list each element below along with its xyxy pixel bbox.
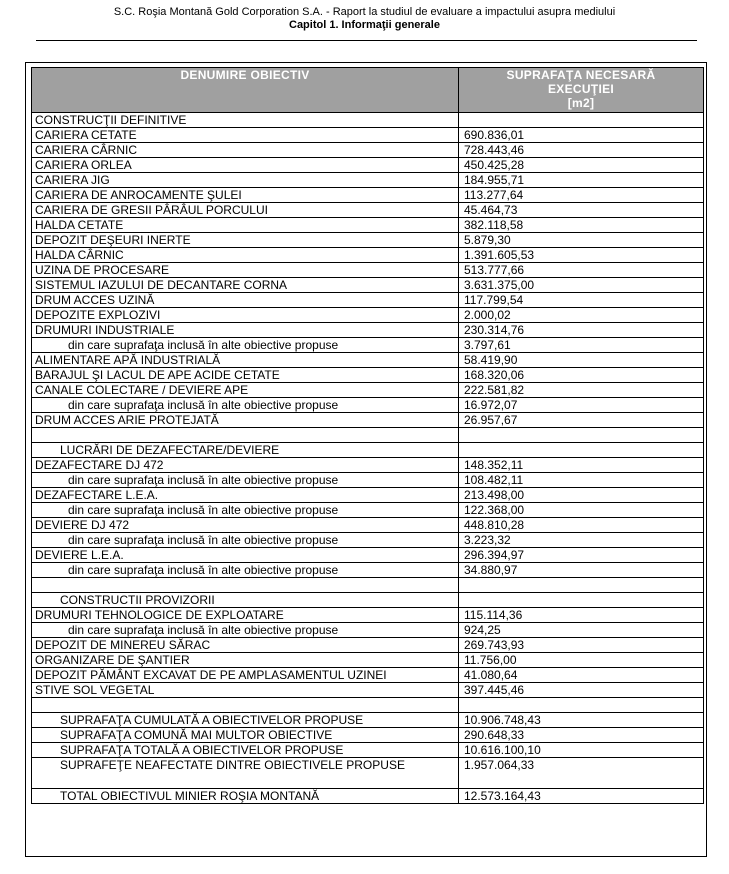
area-value-cell — [459, 593, 704, 608]
table-row — [32, 728, 704, 743]
area-value-cell: 296.394,97 — [459, 548, 704, 563]
objective-name-cell: ORGANIZARE DE ŞANTIER — [32, 653, 459, 668]
table-row — [32, 518, 704, 533]
table-row — [32, 233, 704, 248]
area-value-cell — [459, 428, 704, 443]
table-row — [32, 173, 704, 188]
table-row-blank — [32, 578, 704, 593]
table-row — [32, 248, 704, 263]
area-value-cell: 397.445,46 — [459, 683, 704, 698]
table-row — [32, 203, 704, 218]
table-row — [32, 443, 704, 458]
area-value-cell: 10.616.100,10 — [459, 743, 704, 758]
area-value-cell: 1.957.064,33 — [459, 758, 704, 789]
objective-name-cell: BARAJUL ŞI LACUL DE APE ACIDE CETATE — [32, 368, 459, 383]
table-row-blank — [32, 698, 704, 713]
objective-name-cell: din care suprafaţa inclusă în alte obiective propuse — [32, 398, 459, 413]
objective-name-cell: SUPRAFAŢA TOTALĂ A OBIECTIVELOR PROPUSE — [32, 743, 459, 758]
table-row — [32, 128, 704, 143]
objective-name-cell — [32, 578, 459, 593]
objective-name-cell: DRUMURI INDUSTRIALE — [32, 323, 459, 338]
table-row — [32, 413, 704, 428]
table-row — [32, 758, 704, 789]
objective-name-cell: din care suprafaţa inclusă în alte obiective propuse — [32, 533, 459, 548]
objective-name-cell: CARIERA CETATE — [32, 128, 459, 143]
objective-name-cell: din care suprafaţa inclusă în alte obiective propuse — [32, 563, 459, 578]
table-row — [32, 638, 704, 653]
objective-name-cell: CARIERA DE ANROCAMENTE ŞULEI — [32, 188, 459, 203]
document-header-title: S.C. Roşia Montană Gold Corporation S.A. - Raport la studiul de evaluare a impactului asupra mediului — [113, 6, 616, 18]
table-row — [32, 789, 704, 804]
objective-name-cell: DEZAFECTARE DJ 472 — [32, 458, 459, 473]
objective-name-cell: DEPOZIT DE MINEREU SĂRAC — [32, 638, 459, 653]
area-value-cell: 11.756,00 — [459, 653, 704, 668]
objective-name-cell: CONSTRUCTII PROVIZORII — [32, 593, 459, 608]
table-header-row — [32, 68, 704, 113]
table-row — [32, 398, 704, 413]
objective-name-cell: HALDA CETATE — [32, 218, 459, 233]
area-value-cell: 222.581,82 — [459, 383, 704, 398]
table-row — [32, 338, 704, 353]
objective-name-cell: SUPRAFEŢE NEAFECTATE DINTRE OBIECTIVELE PROPUSE — [32, 758, 459, 789]
column-header-area-unit: [m2] — [567, 96, 595, 110]
table-row — [32, 458, 704, 473]
area-value-cell: 382.118,58 — [459, 218, 704, 233]
table-row — [32, 533, 704, 548]
area-value-cell: 3.797,61 — [459, 338, 704, 353]
objective-name-cell: DEPOZITE EXPLOZIVI — [32, 308, 459, 323]
area-value-cell: 108.482,11 — [459, 473, 704, 488]
objective-name-cell: LUCRĂRI DE DEZAFECTARE/DEVIERE — [32, 443, 459, 458]
table-row — [32, 593, 704, 608]
area-value-cell: 728.443,46 — [459, 143, 704, 158]
objective-name-cell: DRUM ACCES UZINĂ — [32, 293, 459, 308]
table-row — [32, 668, 704, 683]
table-row — [32, 218, 704, 233]
area-value-cell: 5.879,30 — [459, 233, 704, 248]
objective-name-cell: ALIMENTARE APĂ INDUSTRIALĂ — [32, 353, 459, 368]
area-value-cell — [459, 578, 704, 593]
objective-name-cell: TOTAL OBIECTIVUL MINIER ROŞIA MONTANĂ — [32, 789, 459, 804]
objective-name-cell: DEVIERE DJ 472 — [32, 518, 459, 533]
area-value-cell: 10.906.748,43 — [459, 713, 704, 728]
area-value-cell: 924,25 — [459, 623, 704, 638]
objective-name-cell: DEPOZIT PĂMÂNT EXCAVAT DE PE AMPLASAMENTUL UZINEI — [32, 668, 459, 683]
table-row — [32, 683, 704, 698]
area-value-cell: 450.425,28 — [459, 158, 704, 173]
objective-name-cell: din care suprafaţa inclusă în alte obiective propuse — [32, 473, 459, 488]
objective-name-cell — [32, 698, 459, 713]
objective-name-cell: SUPRAFAŢA COMUNĂ MAI MULTOR OBIECTIVE — [32, 728, 459, 743]
objective-name-cell: CARIERA JIG — [32, 173, 459, 188]
column-header-area — [459, 68, 704, 113]
area-value-cell — [459, 698, 704, 713]
column-header-name: DENUMIRE OBIECTIV — [32, 68, 459, 113]
table-row — [32, 713, 704, 728]
table-row — [32, 188, 704, 203]
table-row — [32, 113, 704, 128]
objective-name-cell: DRUMURI TEHNOLOGICE DE EXPLOATARE — [32, 608, 459, 623]
table-row — [32, 653, 704, 668]
table-row — [32, 503, 704, 518]
area-value-cell: 269.743,93 — [459, 638, 704, 653]
objective-name-cell: CANALE COLECTARE / DEVIERE APE — [32, 383, 459, 398]
table-row — [32, 608, 704, 623]
area-value-cell: 3.223,32 — [459, 533, 704, 548]
table-row — [32, 743, 704, 758]
area-value-cell: 2.000,02 — [459, 308, 704, 323]
objective-name-cell: din care suprafaţa inclusă în alte obiective propuse — [32, 338, 459, 353]
objective-name-cell: DEPOZIT DEŞEURI INERTE — [32, 233, 459, 248]
table-row — [32, 263, 704, 278]
objective-name-cell: SUPRAFAŢA CUMULATĂ A OBIECTIVELOR PROPUSE — [32, 713, 459, 728]
area-value-cell: 184.955,71 — [459, 173, 704, 188]
table-row — [32, 473, 704, 488]
document-header-chapter: Capitol 1. Informaţii generale — [289, 19, 440, 31]
column-header-area-line: EXECUŢIEI — [547, 82, 615, 96]
table-row — [32, 368, 704, 383]
objective-name-cell: SISTEMUL IAZULUI DE DECANTARE CORNA — [32, 278, 459, 293]
table-row — [32, 308, 704, 323]
table-row — [32, 488, 704, 503]
area-value-cell: 117.799,54 — [459, 293, 704, 308]
objective-name-cell: CARIERA CÂRNIC — [32, 143, 459, 158]
table-row-blank — [32, 428, 704, 443]
objective-name-cell: STIVE SOL VEGETAL — [32, 683, 459, 698]
area-value-cell: 148.352,11 — [459, 458, 704, 473]
area-value-cell: 16.972,07 — [459, 398, 704, 413]
column-header-area-line: SUPRAFAŢA NECESARĂ — [506, 68, 656, 82]
objective-name-cell: DRUM ACCES ARIE PROTEJATĂ — [32, 413, 459, 428]
table-row — [32, 158, 704, 173]
objective-name-cell: CARIERA DE GRESII PÂRÂUL PORCULUI — [32, 203, 459, 218]
objective-name-cell: CARIERA ORLEA — [32, 158, 459, 173]
area-value-cell: 1.391.605,53 — [459, 248, 704, 263]
area-value-cell: 34.880,97 — [459, 563, 704, 578]
area-value-cell: 690.836,01 — [459, 128, 704, 143]
header-divider — [36, 40, 697, 41]
objective-name-cell: HALDA CÂRNIC — [32, 248, 459, 263]
area-value-cell: 26.957,67 — [459, 413, 704, 428]
area-value-cell: 290.648,33 — [459, 728, 704, 743]
area-value-cell: 122.368,00 — [459, 503, 704, 518]
area-value-cell: 41.080,64 — [459, 668, 704, 683]
area-value-cell: 113.277,64 — [459, 188, 704, 203]
objective-name-cell — [32, 428, 459, 443]
area-value-cell: 115.114,36 — [459, 608, 704, 623]
table-row — [32, 383, 704, 398]
table-row — [32, 293, 704, 308]
area-value-cell: 448.810,28 — [459, 518, 704, 533]
table-row — [32, 623, 704, 638]
objective-name-cell: din care suprafaţa inclusă în alte obiective propuse — [32, 623, 459, 638]
area-value-cell: 168.320,06 — [459, 368, 704, 383]
area-value-cell — [459, 443, 704, 458]
objective-name-cell: UZINA DE PROCESARE — [32, 263, 459, 278]
objective-name-cell: CONSTRUCŢII DEFINITIVE — [32, 113, 459, 128]
area-value-cell: 12.573.164,43 — [459, 789, 704, 804]
table-row — [32, 323, 704, 338]
area-value-cell: 213.498,00 — [459, 488, 704, 503]
area-value-cell: 58.419,90 — [459, 353, 704, 368]
area-value-cell: 513.777,66 — [459, 263, 704, 278]
objective-name-cell: DEZAFECTARE L.E.A. — [32, 488, 459, 503]
area-value-cell: 45.464,73 — [459, 203, 704, 218]
objective-name-cell: din care suprafaţa inclusă în alte obiective propuse — [32, 503, 459, 518]
table-row — [32, 548, 704, 563]
area-value-cell: 3.631.375,00 — [459, 278, 704, 293]
area-value-cell: 230.314,76 — [459, 323, 704, 338]
table-row — [32, 353, 704, 368]
table-row — [32, 563, 704, 578]
area-value-cell — [459, 113, 704, 128]
objective-name-cell: DEVIERE L.E.A. — [32, 548, 459, 563]
table-row — [32, 143, 704, 158]
table-row — [32, 278, 704, 293]
objectives-table — [31, 67, 704, 804]
